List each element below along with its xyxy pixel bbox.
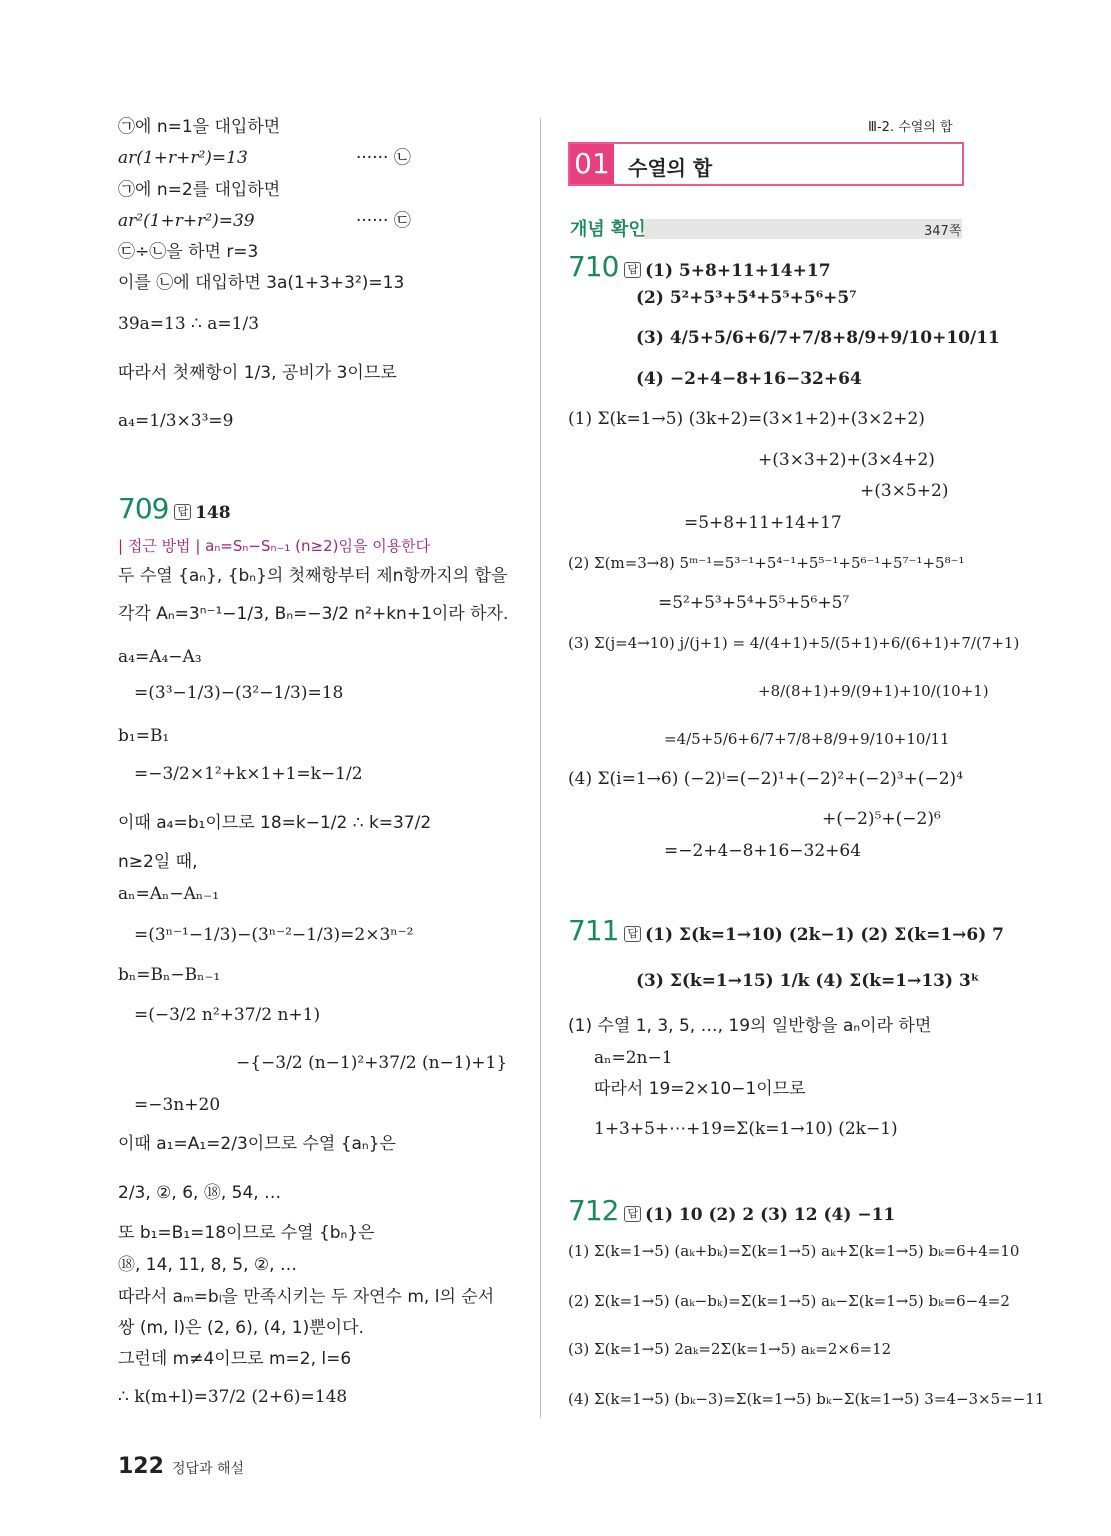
equation: =−2+4−8+16−32+64 xyxy=(664,841,862,861)
problem-709-header xyxy=(118,494,231,528)
equation: =5+8+11+14+17 xyxy=(684,513,842,533)
equation: =5²+5³+5⁴+5⁵+5⁶+5⁷ xyxy=(658,593,850,613)
equation: +(−2)⁵+(−2)⁶ xyxy=(822,809,941,829)
equation: a₄=1/3×3³=9 xyxy=(118,411,234,431)
problem-711-header xyxy=(568,916,1004,950)
equation: =4/5+5/6+6/7+7/8+8/9+9/10+10/11 xyxy=(664,730,950,748)
answer-badge: 답 xyxy=(624,1206,641,1222)
section-number: 01 xyxy=(570,144,614,184)
approach-note: | 접근 방법 | aₙ=Sₙ−Sₙ₋₁ (n≥2)임을 이용한다 xyxy=(118,537,431,555)
text-line: 또 b₁=B₁=18이므로 수열 {bₙ}은 xyxy=(118,1223,375,1243)
answer-value: (3) 4/5+5/6+6/7+7/8+8/9+9/10+10/11 xyxy=(636,328,1000,348)
answer-value: 148 xyxy=(195,503,231,523)
equation: (2) Σ(m=3→8) 5ᵐ⁻¹=5³⁻¹+5⁴⁻¹+5⁵⁻¹+5⁶⁻¹+5⁷⁻¹+5⁸⁻¹ xyxy=(568,554,965,572)
text-line: ㉠에 n=1을 대입하면 xyxy=(118,117,281,137)
equation: −{−3/2 (n−1)²+37/2 (n−1)+1} xyxy=(236,1053,508,1073)
answer-value: (2) 5²+5³+5⁴+5⁵+5⁶+5⁷ xyxy=(636,288,857,308)
equation: =−3/2×1²+k×1+1=k−1/2 xyxy=(134,764,363,784)
equation: 1+3+5+⋯+19=Σ(k=1→10) (2k−1) xyxy=(594,1119,898,1139)
equation: (4) Σ(i=1→6) (−2)ⁱ=(−2)¹+(−2)²+(−2)³+(−2)⁴ xyxy=(568,769,964,789)
equation: +8/(8+1)+9/(9+1)+10/(10+1) xyxy=(758,682,989,700)
answer-badge: 답 xyxy=(624,926,641,942)
column-divider xyxy=(540,118,541,1418)
answer-badge: 답 xyxy=(624,262,641,278)
text-line: n≥2일 때, xyxy=(118,852,198,872)
equation: =(3³−1/3)−(3²−1/3)=18 xyxy=(134,683,344,703)
text-line: ㉠에 n=2를 대입하면 xyxy=(118,180,281,200)
answer-value: (1) Σ(k=1→10) (2k−1) (2) Σ(k=1→6) 7 xyxy=(645,925,1005,945)
problem-number: 711 xyxy=(568,914,619,947)
text-line: 따라서 aₘ=bₗ을 만족시키는 두 자연수 m, l의 순서 xyxy=(118,1287,495,1307)
concept-label: 개념 확인 xyxy=(570,219,646,240)
problem-710-header xyxy=(568,252,831,286)
equation: 39a=13 ∴ a=1/3 xyxy=(118,314,260,334)
equation-tag: ······ ㉡ xyxy=(356,148,411,168)
answer-value: (3) Σ(k=1→15) 1/k (4) Σ(k=1→13) 3ᵏ xyxy=(636,971,980,991)
equation: (4) Σ(k=1→5) (bₖ−3)=Σ(k=1→5) bₖ−Σ(k=1→5) 3=4−3×5=−11 xyxy=(568,1390,1045,1408)
equation: =−3n+20 xyxy=(134,1095,221,1115)
text-line: ㉢÷㉡을 하면 r=3 xyxy=(118,242,259,262)
text-line: 따라서 첫째항이 1/3, 공비가 3이므로 xyxy=(118,363,397,383)
section-title: 수열의 합 xyxy=(628,156,713,180)
equation: aₙ=2n−1 xyxy=(594,1048,673,1068)
text-line: 쌍 (m, l)은 (2, 6), (4, 1)뿐이다. xyxy=(118,1318,364,1338)
footer-label: 정답과 해설 xyxy=(172,1461,245,1477)
equation: (2) Σ(k=1→5) (aₖ−bₖ)=Σ(k=1→5) aₖ−Σ(k=1→5) bₖ=6−4=2 xyxy=(568,1292,1010,1310)
equation: +(3×3+2)+(3×4+2) xyxy=(758,450,935,470)
equation: ar²(1+r+r²)=39 xyxy=(118,211,255,231)
equation: aₙ=Aₙ−Aₙ₋₁ xyxy=(118,884,220,904)
equation: (3) Σ(k=1→5) 2aₖ=2Σ(k=1→5) aₖ=2×6=12 xyxy=(568,1340,892,1358)
text-line: ⑱, 14, 11, 8, 5, ②, … xyxy=(118,1255,297,1275)
answer-value: (1) 5+8+11+14+17 xyxy=(645,261,831,281)
problem-number: 709 xyxy=(118,492,169,525)
text-line: (1) 수열 1, 3, 5, …, 19의 일반항을 aₙ이라 하면 xyxy=(568,1016,932,1036)
text-line: 이를 ㉡에 대입하면 3a(1+3+3²)=13 xyxy=(118,273,405,293)
concept-page-ref: 347쪽 xyxy=(924,224,962,239)
equation: b₁=B₁ xyxy=(118,726,170,746)
equation: =(−3/2 n²+37/2 n+1) xyxy=(134,1005,321,1025)
answer-badge: 답 xyxy=(174,504,191,520)
problem-712-header xyxy=(568,1196,895,1230)
concept-bar xyxy=(644,219,962,239)
equation: (1) Σ(k=1→5) (3k+2)=(3×1+2)+(3×2+2) xyxy=(568,409,925,429)
page-number: 122 xyxy=(118,1454,164,1479)
equation: (3) Σ(j=4→10) j/(j+1) = 4/(4+1)+5/(5+1)+6/(6+1)+7/(7+1) xyxy=(568,634,1020,652)
section-title-box xyxy=(568,142,964,186)
equation: =(3ⁿ⁻¹−1/3)−(3ⁿ⁻²−1/3)=2×3ⁿ⁻² xyxy=(134,925,414,945)
text-line: 두 수열 {aₙ}, {bₙ}의 첫째항부터 제n항까지의 합을 xyxy=(118,566,508,586)
equation: bₙ=Bₙ−Bₙ₋₁ xyxy=(118,965,221,985)
equation: (1) Σ(k=1→5) (aₖ+bₖ)=Σ(k=1→5) aₖ+Σ(k=1→5) bₖ=6+4=10 xyxy=(568,1242,1020,1260)
problem-number: 710 xyxy=(568,250,619,283)
text-line: 이때 a₄=b₁이므로 18=k−1/2 ∴ k=37/2 xyxy=(118,813,432,833)
text-line: 이때 a₁=A₁=2/3이므로 수열 {aₙ}은 xyxy=(118,1134,396,1154)
answer-value: (4) −2+4−8+16−32+64 xyxy=(636,369,862,389)
equation: +(3×5+2) xyxy=(860,481,949,501)
text-line: 각각 Aₙ=3ⁿ⁻¹−1/3, Bₙ=−3/2 n²+kn+1이라 하자. xyxy=(118,604,509,624)
chapter-header: Ⅲ-2. 수열의 합 xyxy=(868,120,953,135)
equation-tag: ······ ㉢ xyxy=(356,211,411,231)
text-line: 따라서 19=2×10−1이므로 xyxy=(594,1079,806,1099)
equation: ar(1+r+r²)=13 xyxy=(118,148,248,168)
equation: ∴ k(m+l)=37/2 (2+6)=148 xyxy=(118,1387,348,1407)
text-line: 2/3, ②, 6, ⑱, 54, … xyxy=(118,1183,282,1203)
equation: a₄=A₄−A₃ xyxy=(118,647,202,667)
problem-number: 712 xyxy=(568,1194,619,1227)
text-line: 그런데 m≠4이므로 m=2, l=6 xyxy=(118,1349,352,1369)
answer-value: (1) 10 (2) 2 (3) 12 (4) −11 xyxy=(645,1205,896,1225)
